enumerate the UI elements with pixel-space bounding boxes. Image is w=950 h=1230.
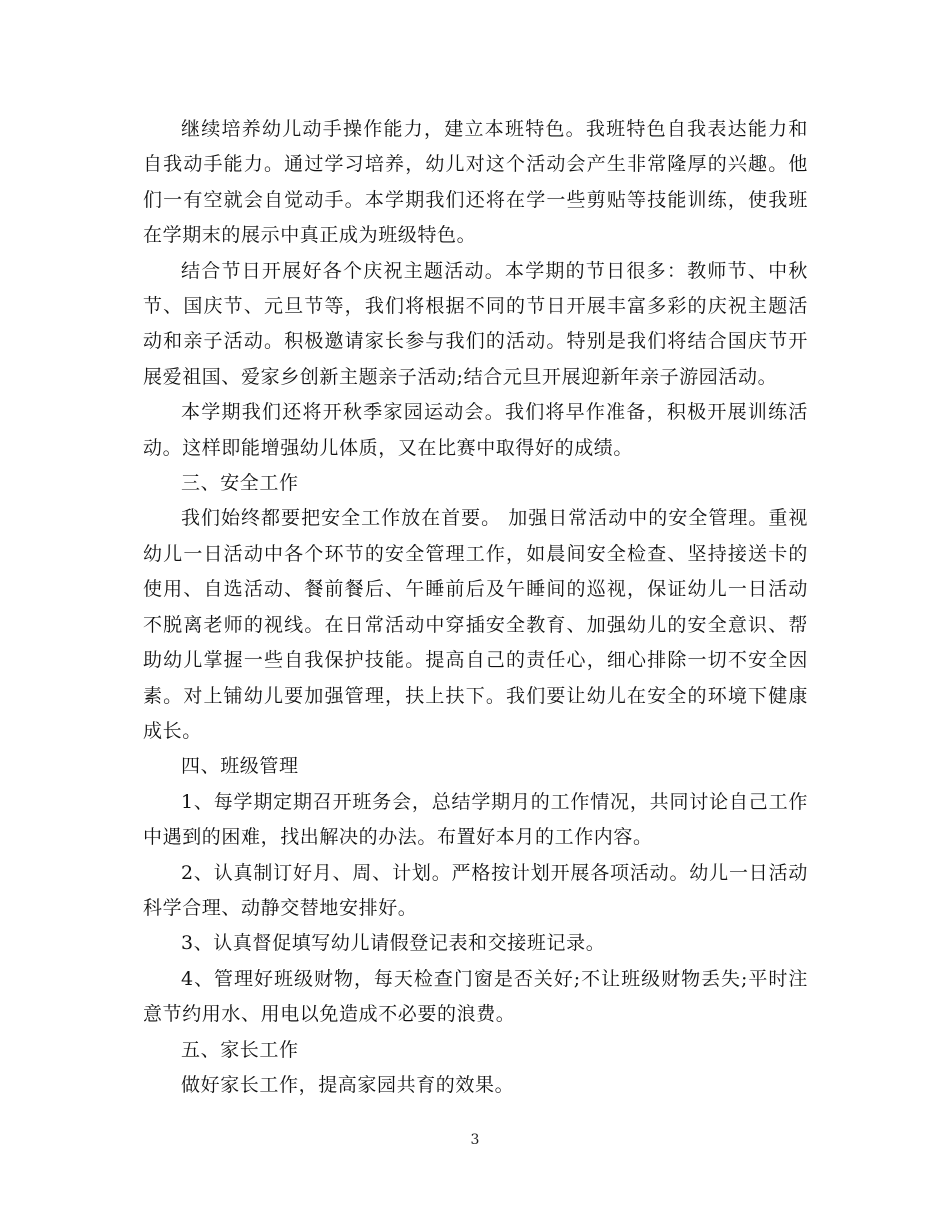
paragraph-hands-on-ability: 继续培养幼儿动手操作能力，建立本班特色。我班特色自我表达能力和自我动手能力。通过学习培养，幼儿对这个活动会产生非常隆厚的兴趣。他们一有空就会自觉动手。本学期我们还将在学一些剪贴等技能训练，使我班在学期末的展示中真正成为班级特色。 [143, 118, 808, 247]
paragraph-sports-meeting: 本学期我们还将开秋季家园运动会。我们将早作准备，积极开展训练活动。这样即能增强幼儿体质，又在比赛中取得好的成绩。 [143, 401, 808, 459]
paragraph-class-meeting: 1、每学期定期召开班务会，总结学期月的工作情况，共同讨论自己工作中遇到的困难，找出解决的办法。布置好本月的工作内容。 [143, 790, 808, 849]
paragraph-planning: 2、认真制订好月、周、计划。严格按计划开展各项活动。幼儿一日活动科学合理、动静交替地安排好。 [143, 861, 808, 919]
paragraph-leave-records: 3、认真督促填写幼儿请假登记表和交接班记录。 [181, 932, 606, 955]
section-heading-safety: 三、安全工作 [181, 472, 299, 495]
paragraph-holiday-activities: 结合节日开展好各个庆祝主题活动。本学期的节日很多：教师节、中秋节、国庆节、元旦节等，我们将根据不同的节日开展丰富多彩的庆祝主题活动和亲子活动。积极邀请家长参与我们的活动。特别是我们将结合国庆节开展爱祖国、爱家乡创新主题亲子活动;结合元旦开展迎新年亲子游园活动。 [143, 259, 808, 388]
paragraph-class-property: 4、管理好班级财物，每天检查门窗是否关好;不让班级财物丢失;平时注意节约用水、用电以免造成不必要的浪费。 [143, 967, 808, 1026]
document-body [143, 112, 808, 1103]
paragraph-safety-work: 我们始终都要把安全工作放在首要。 加强日常活动中的安全管理。重视幼儿一日活动中各个环节的安全管理工作，如晨间安全检查、坚持接送卡的使用、自选活动、餐前餐后、午睡前后及午睡间的巡视，保证幼儿一日活动不脱离老师的视线。在日常活动中穿插安全教育、加强幼儿的安全意识、帮助幼儿掌握一些自我保护技能。提高自己的责任心，细心排除一切不安全因素。对上铺幼儿要加强管理，扶上扶下。我们要让幼儿在安全的环境下健康成长。 [143, 507, 808, 742]
section-heading-parent-work: 五、家长工作 [181, 1038, 299, 1061]
paragraph-parent-cooperation: 做好家长工作，提高家园共育的效果。 [181, 1073, 515, 1096]
page-number: 3 [470, 1132, 480, 1148]
section-heading-class-management: 四、班级管理 [181, 755, 299, 778]
